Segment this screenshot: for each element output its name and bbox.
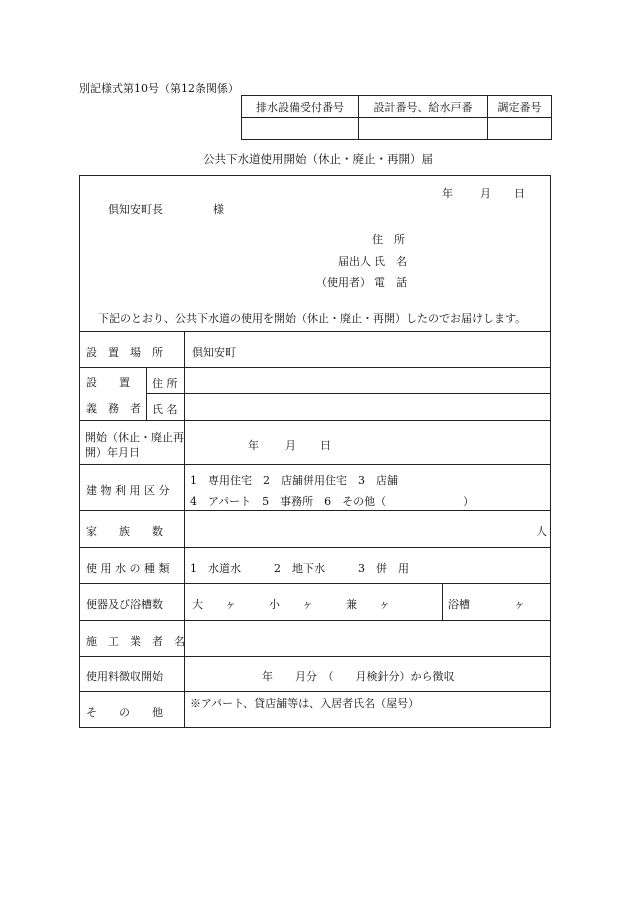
other-note: ※アパート、貸店舗等は、入居者氏名（屋号） xyxy=(190,697,420,710)
row-divider xyxy=(80,367,550,368)
row-divider xyxy=(80,331,550,332)
form-title: 公共下水道使用開始（休止・廃止・再開）届 xyxy=(203,152,433,166)
form-id: 別記様式第10号（第12条関係） xyxy=(79,82,239,95)
applicant-name-label: 氏 名 xyxy=(374,255,407,268)
building-use-line[interactable]: 1 専用住宅 2 店舗併用住宅 3 店舗 xyxy=(190,474,398,487)
fee-start-value[interactable]: 年 月分 （ 月検針分）から徴収 xyxy=(262,670,455,683)
contractor-label: 施 工 業 者 名 xyxy=(86,635,185,648)
receipt-header: 排水設備受付番号 xyxy=(242,96,359,118)
location-value[interactable]: 倶知安町 xyxy=(192,346,236,359)
row-divider xyxy=(80,510,550,511)
column-divider xyxy=(146,367,147,420)
start-date-label: 開）年月日 xyxy=(85,446,140,459)
date-month: 月 xyxy=(480,187,491,200)
row-divider xyxy=(80,547,550,548)
applicant-address-label: 住 所 xyxy=(372,233,405,246)
addressee-name: 倶知安町長 xyxy=(108,203,163,216)
obligor-label: 義 務 者 xyxy=(86,402,141,415)
main-form xyxy=(79,175,551,728)
toilets-label: 便器及び浴槽数 xyxy=(86,598,163,611)
row-divider xyxy=(146,393,550,394)
receipt-cell[interactable] xyxy=(488,118,552,140)
bath-count[interactable]: 浴槽 ヶ xyxy=(448,598,525,611)
row-divider xyxy=(80,420,550,421)
row-divider xyxy=(80,464,550,465)
receipt-header: 調定番号 xyxy=(488,96,552,118)
row-divider xyxy=(80,620,550,621)
water-type-label: 使 用 水 の 種 類 xyxy=(86,562,170,575)
applicant-role: 届出人 xyxy=(338,255,371,268)
receipt-header: 設計番号、給水戸番 xyxy=(359,96,488,118)
column-divider xyxy=(442,583,443,620)
row-divider xyxy=(80,656,550,657)
fee-start-label: 使用料徴収開始 xyxy=(86,670,163,683)
receipt-table xyxy=(241,95,552,140)
applicant-user: （使用者） xyxy=(316,276,371,289)
column-divider xyxy=(184,331,185,728)
receipt-cell[interactable] xyxy=(359,118,488,140)
obligor-name-label: 氏 名 xyxy=(152,403,178,416)
receipt-cell[interactable] xyxy=(242,118,359,140)
other-label: そ の 他 xyxy=(86,706,163,719)
row-divider xyxy=(80,583,550,584)
start-date-day: 日 xyxy=(320,439,331,452)
start-date-label: 開始（休止・廃止再 xyxy=(85,431,184,444)
row-divider xyxy=(80,691,550,692)
water-type-options[interactable]: 1 水道水 2 地下水 3 併 用 xyxy=(190,562,409,575)
start-date-month: 月 xyxy=(285,439,296,452)
date-day: 日 xyxy=(514,187,525,200)
addressee-honorific: 様 xyxy=(213,203,224,216)
building-use-line[interactable]: 4 アパート 5 事務所 6 その他（ ） xyxy=(190,495,475,508)
date-year: 年 xyxy=(442,187,453,200)
location-label: 設 置 場 所 xyxy=(86,346,163,359)
building-use-label: 建 物 利 用 区 分 xyxy=(86,484,170,497)
household-unit: 人 xyxy=(536,525,547,538)
toilets-value[interactable]: 大 ヶ 小 ヶ 兼 ヶ xyxy=(192,598,390,611)
obligor-address-label: 住 所 xyxy=(152,377,178,390)
start-date-year: 年 xyxy=(248,439,259,452)
statement: 下記のとおり、公共下水道の使用を開始（休止・廃止・再開）したのでお届けします。 xyxy=(98,312,527,325)
household-label: 家 族 数 xyxy=(86,525,163,538)
applicant-phone-label: 電 話 xyxy=(374,276,407,289)
obligor-label: 設 置 xyxy=(86,376,130,389)
